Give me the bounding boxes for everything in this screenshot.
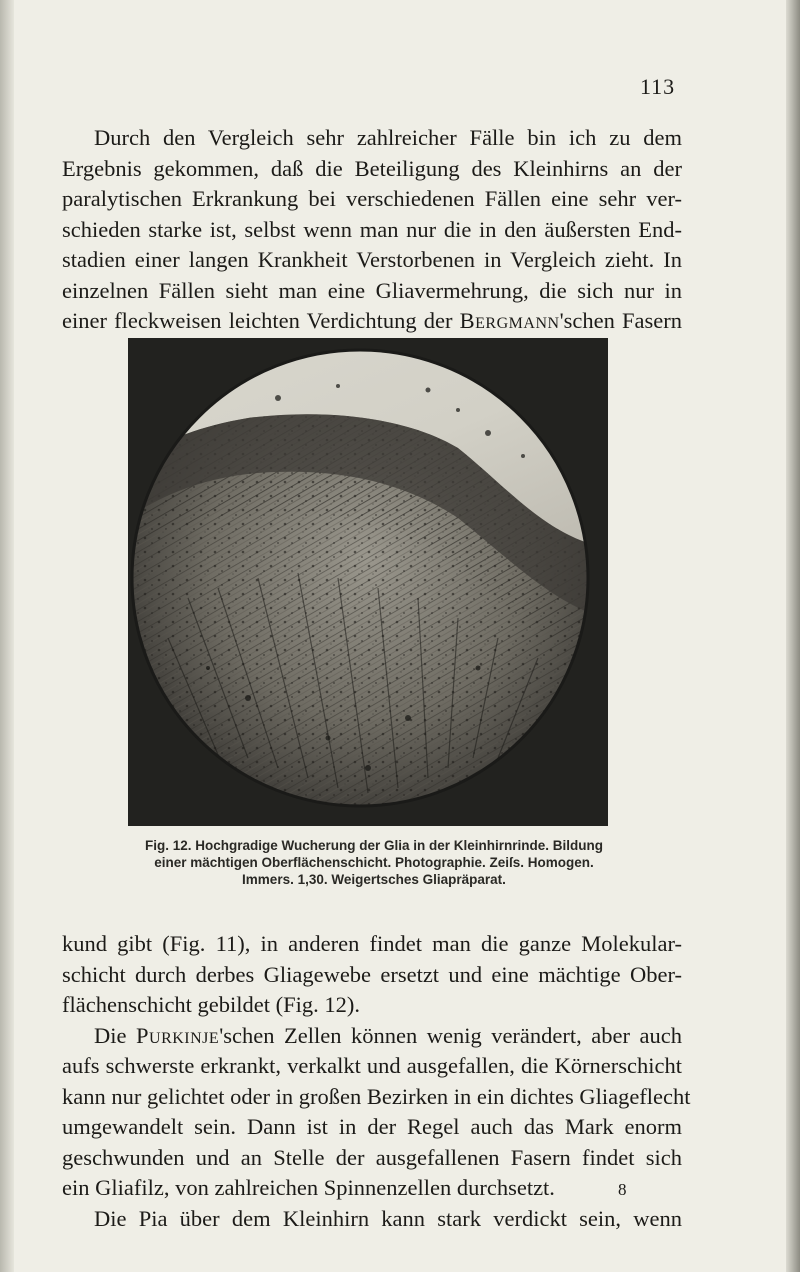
author-name-bergmann: Bergmann	[459, 308, 560, 333]
text-line: Die Purkinje'schen Zellen können wenig verändert, aber auch	[94, 1022, 682, 1048]
text-line: stadien einer langen Krankheit Verstorbenen in Vergleich zieht. In	[62, 247, 682, 272]
micrograph-image	[128, 338, 608, 826]
signature-mark: 8	[618, 1180, 627, 1199]
paragraph-bottom	[62, 929, 691, 1234]
figure-caption	[128, 837, 620, 888]
paragraph-top	[62, 123, 682, 337]
text-line: Die Pia über dem Kleinhirn kann stark verdickt sein, wenn	[94, 1205, 682, 1231]
caption-line: Fig. 12. Hochgradige Wucherung der Glia in der Kleinhirnrinde. Bildung	[144, 838, 604, 853]
text-line: Ergebnis gekommen, daß die Beteiligung des Kleinhirns an der	[62, 155, 682, 181]
text-line: geschwunden und an Stelle der ausgefallenen Fasern findet sich	[62, 1144, 682, 1170]
text-line: aufs schwerste erkrankt, verkalkt und ausgefallen, die Körnerschicht	[62, 1053, 682, 1078]
text-line: einer fleckweisen leichten Verdichtung der Bergmann'schen Fasern	[62, 308, 682, 333]
text-line: schicht durch derbes Gliagewebe ersetzt und eine mächtige Ober-	[62, 961, 682, 987]
text-line: flächenschicht gebildet (Fig. 12).	[62, 992, 361, 1017]
text-line: ein Gliafilz, von zahlreichen Spinnenzellen durchsetzt.	[62, 1175, 555, 1200]
text-line: einzelnen Fällen sieht man eine Gliavermehrung, die sich nur in	[62, 277, 682, 303]
text-line: paralytischen Erkrankung bei verschiedenen Fällen eine sehr ver-	[62, 186, 682, 211]
text-line: umgewandelt sein. Dann ist in der Regel auch das Mark enorm	[62, 1114, 682, 1139]
page-edge-right	[786, 0, 800, 1272]
caption-line: einer mächtigen Oberflächenschicht. Photographie. Zeiſs. Homogen.	[154, 855, 594, 870]
text-line: kann nur gelichtet oder in großen Bezirken in ein dichtes Gliageflecht	[62, 1083, 691, 1109]
page-number: 113	[640, 74, 676, 99]
text-line: kund gibt (Fig. 11), in anderen findet man die ganze Molekular-	[62, 931, 682, 956]
author-name-purkinje: Purkinje	[136, 1022, 220, 1048]
micrograph-figure	[128, 338, 608, 826]
caption-line: Immers. 1,30. Weigertsches Gliapräparat.	[242, 872, 506, 887]
text-line: Durch den Vergleich sehr zahlreicher Fälle bin ich zu dem	[94, 125, 682, 150]
page-edge-left	[0, 0, 14, 1272]
text-line: schieden starke ist, selbst wenn man nur die in den äußersten End-	[62, 216, 682, 242]
